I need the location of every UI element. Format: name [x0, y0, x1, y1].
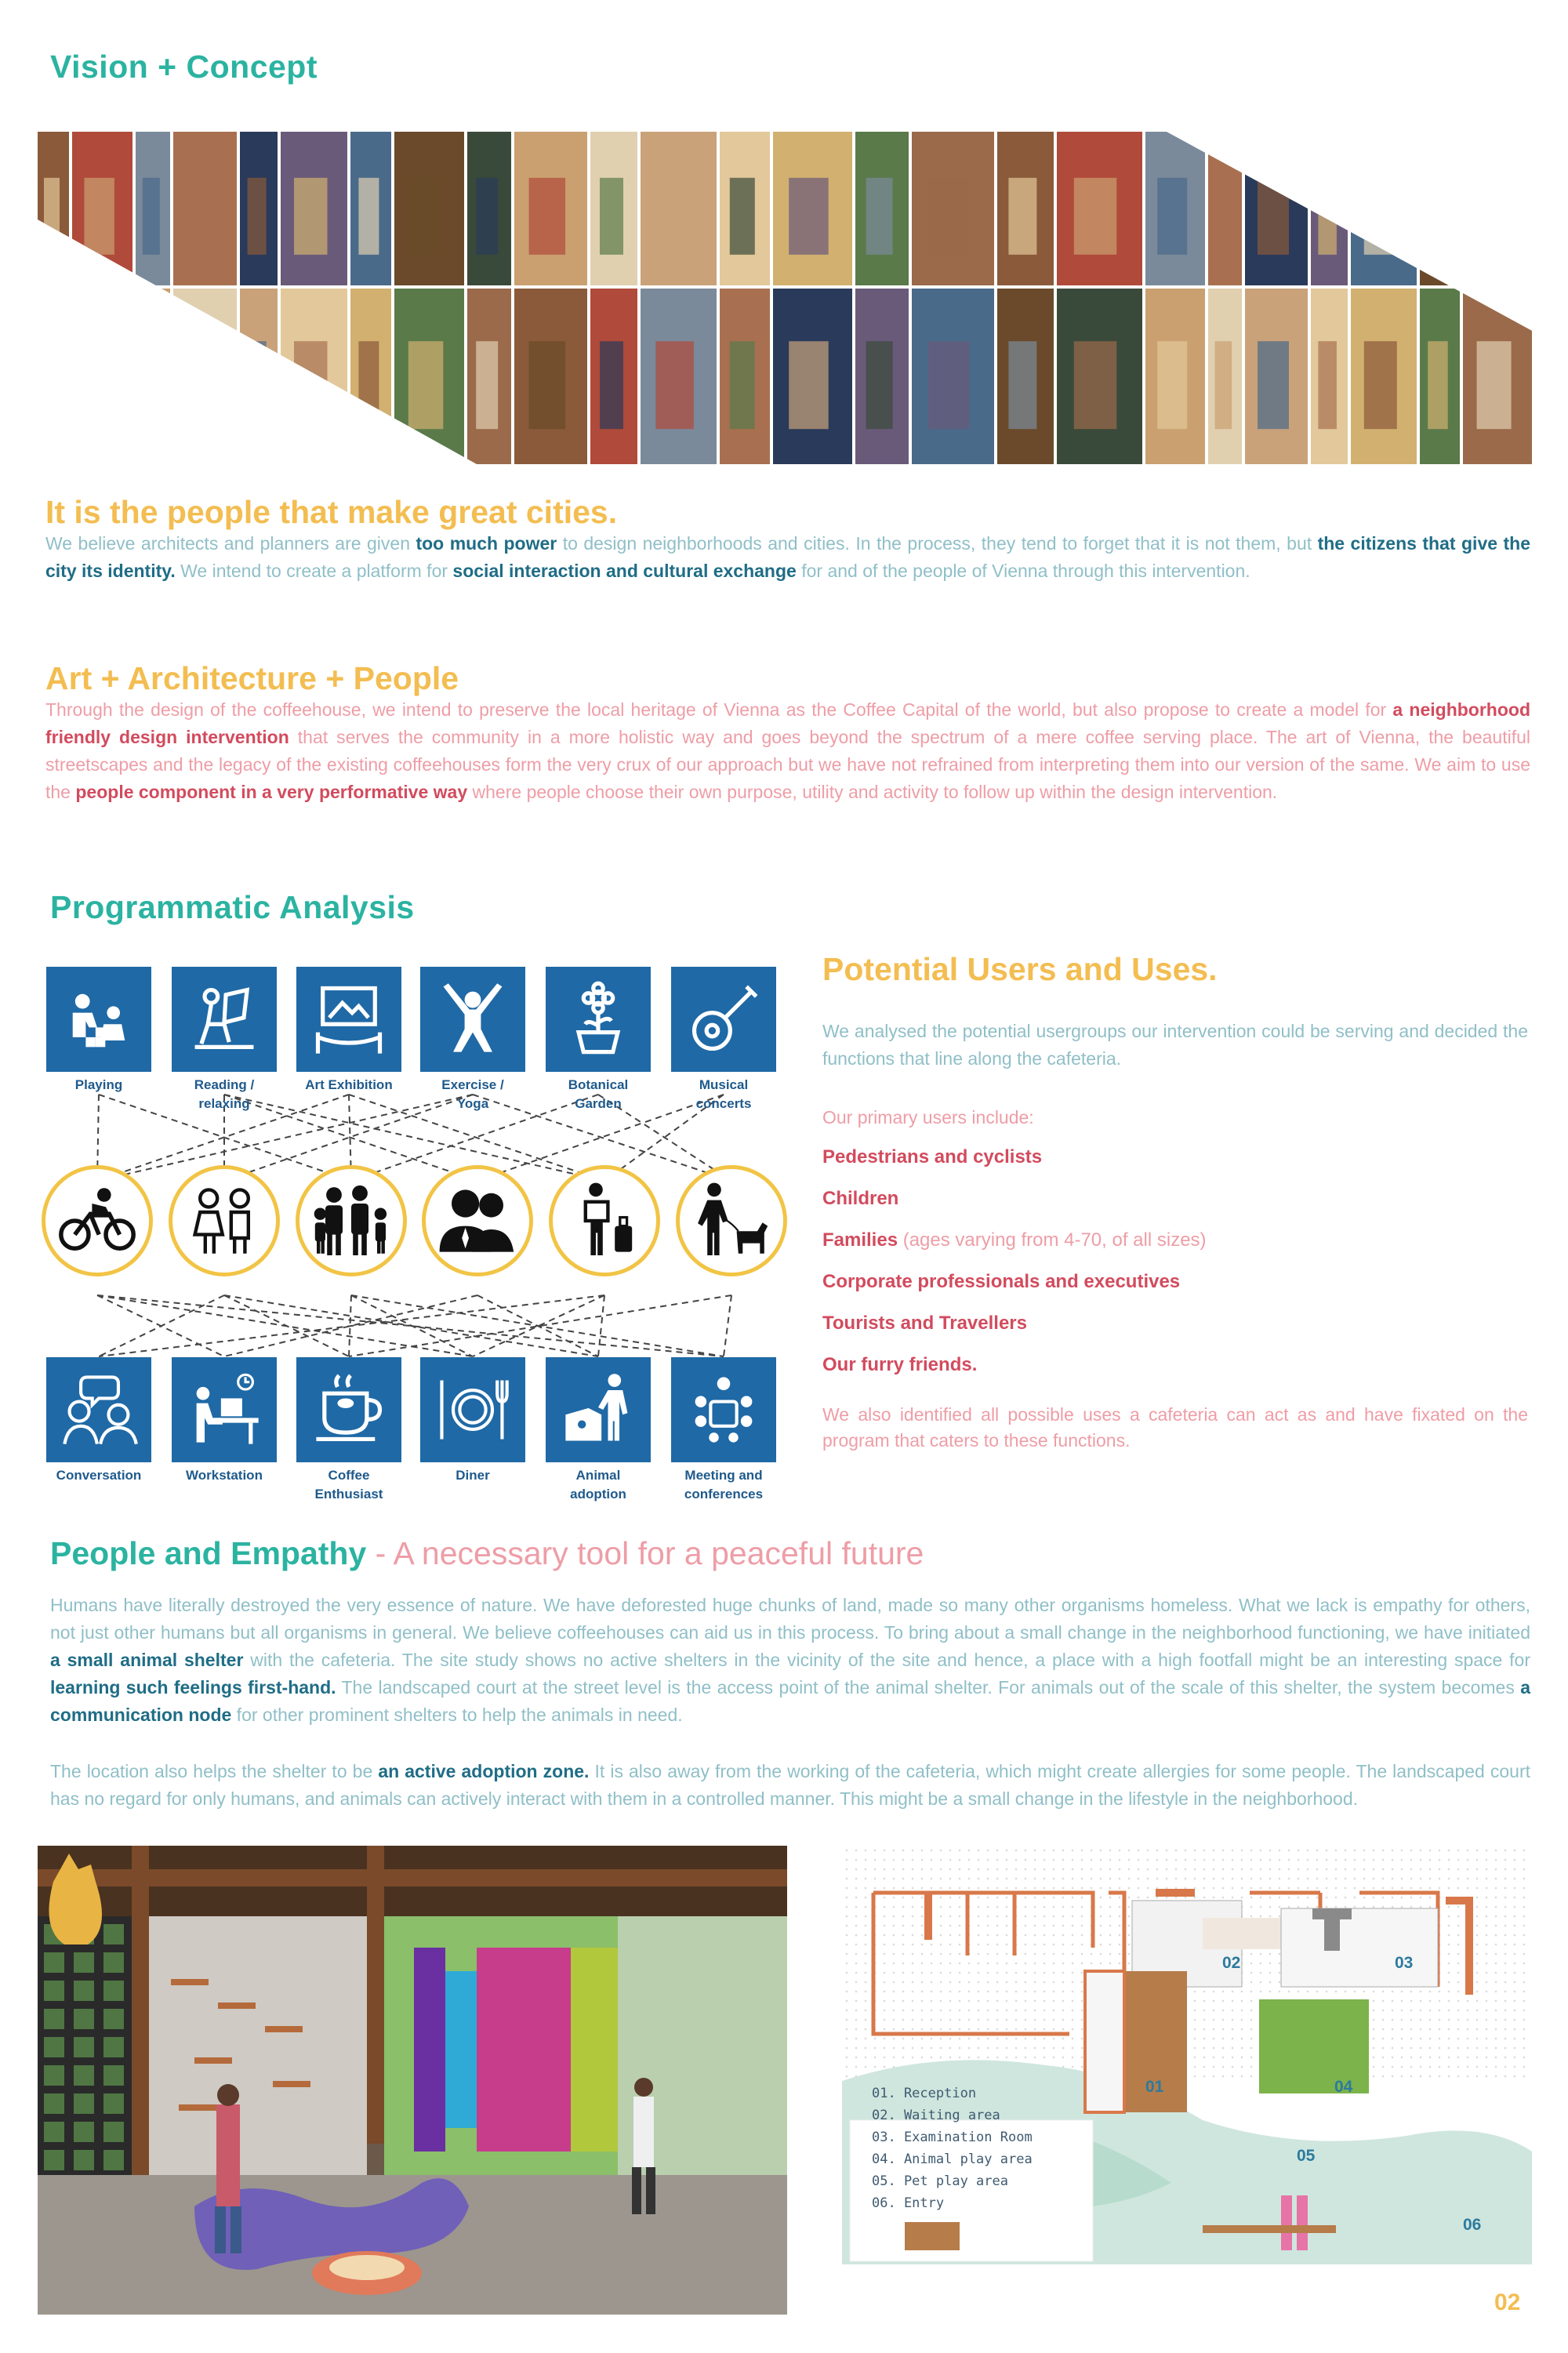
page-number: 02: [1494, 2289, 1521, 2315]
plan-legend: [872, 2082, 1033, 2214]
use-tile-art-exhibition: [296, 967, 401, 1072]
legend-item: 02. Waiting area: [872, 2108, 1000, 2123]
potential-intro: We analysed the potential usergroups our intervention could be serving and decided the functions that line along the cafeteria.: [822, 1021, 1528, 1069]
user-item: Children: [822, 1188, 899, 1209]
use-label-animal-adoption: Animal adoption: [570, 1468, 626, 1501]
use-tile-musical-concerts: [671, 967, 776, 1072]
legend-item: 04. Animal play area: [872, 2151, 1033, 2167]
people-cities-title: It is the people that make great cities.: [45, 494, 618, 530]
plate-icon: [432, 1369, 514, 1451]
empathy-paragraph-1: Humans have literally destroyed the very essence of nature. We have deforested huge chunks of land, made so many other organisms homeless. What we lack is empathy for others, not just other humans but all organisms in general. We believe coffeehouses can aid us in this process. To bring about a small change in the neighborhood functioning, we have initiated a small animal shelter with the cafeteria. The site study shows no active shelters in the vicinity of the site and hence, a place with a high footfall might be an interesting space for learning such feelings first-hand. The landscaped court at the street level is the access point of the animal shelter. For animals out of the scale of this shelter, the system becomes a communication node for other prominent shelters to help the animals in need.: [50, 1595, 1530, 1725]
tourist-icon: [561, 1178, 648, 1264]
animal-shelter-rendering: [38, 1846, 787, 2315]
use-label-meeting: Meeting and conferences: [684, 1468, 764, 1501]
plan-label-04: 04: [1334, 2078, 1353, 2096]
use-tile-diner: [420, 1357, 525, 1462]
dog-walker-icon: [688, 1178, 775, 1264]
use-tile-yoga: [420, 967, 525, 1072]
use-tile-reading: [172, 967, 277, 1072]
plan-label-06: 06: [1463, 2216, 1482, 2234]
use-label-workstation: Workstation: [186, 1468, 263, 1483]
user-circle-cyclists: [42, 1165, 153, 1276]
user-circle-tourists: [549, 1165, 660, 1276]
use-label-diner: Diner: [456, 1468, 490, 1483]
use-label-reading: Reading / relaxing: [194, 1077, 255, 1111]
yoga-icon: [432, 979, 514, 1060]
playing-icon: [58, 979, 140, 1060]
flower-pot-icon: [557, 979, 639, 1060]
meeting-icon: [683, 1369, 764, 1451]
coffee-cup-icon: [308, 1369, 390, 1451]
empathy-paragraph-2: The location also helps the shelter to be an active adoption zone. It is also away from the working of the cafeteria, which might create allergies for some people. The landscaped court has no regard for only humans, and animals can actively interact with them in a controlled manner. This might be a small change in the lifestyle in the neighborhood.: [50, 1761, 1531, 1809]
art-exhibition-icon: [308, 979, 390, 1060]
art-paragraph: Through the design of the coffeehouse, we intend to preserve the local heritage of Vienna as the Coffee Capital of the world, but also propose to create a model for a neighborhood friendly design intervention that serves the community in a more holistic way and goes beyond the spectrum of a mere coffee serving place. The art of Vienna, the beautiful streetscapes and the legacy of the existing coffeehouses form the very crux of our approach but we have not refrained from interpreting them into our version of the same. We aim to use the people component in a very performative way where people choose their own purpose, utility and activity to follow up within the design intervention.: [45, 699, 1530, 802]
legend-item: 03. Examination Room: [872, 2130, 1033, 2145]
potential-title: Potential Users and Uses.: [822, 951, 1218, 987]
use-tile-meeting: [671, 1357, 776, 1462]
use-label-botanical-garden: Botanical Garden: [568, 1077, 629, 1111]
use-tile-playing: [46, 967, 151, 1072]
use-label-coffee: Coffee Enthusiast: [314, 1468, 383, 1501]
legend-item: 05. Pet play area: [872, 2173, 1008, 2189]
art-title: Art + Architecture + People: [45, 660, 459, 696]
plan-label-02: 02: [1222, 1954, 1241, 1972]
family-icon: [308, 1178, 394, 1264]
empathy-title: People and Empathy: [50, 1535, 367, 1571]
user-circle-children: [169, 1165, 280, 1276]
use-tile-conversation: [46, 1357, 151, 1462]
children-icon: [181, 1178, 267, 1264]
empathy-subtitle: - A necessary tool for a peaceful future: [366, 1535, 924, 1571]
legend-item: 06. Entry: [872, 2195, 945, 2211]
reading-icon: [183, 979, 265, 1060]
use-tile-animal-adoption: [546, 1357, 651, 1462]
user-circle-professionals: [422, 1165, 533, 1276]
plan-label-03: 03: [1395, 1954, 1414, 1972]
conversation-icon: [58, 1369, 140, 1451]
use-label-yoga: Exercise / Yoga: [441, 1077, 504, 1111]
use-tile-botanical-garden: [546, 967, 651, 1072]
professionals-icon: [434, 1178, 521, 1264]
user-circle-pet-owners: [676, 1165, 787, 1276]
use-tile-workstation: [172, 1357, 277, 1462]
use-label-conversation: Conversation: [56, 1468, 142, 1483]
potential-outro: We also identified all possible uses a cafeteria can act as and have fixated on the program that caters to these functions.: [822, 1404, 1528, 1451]
vienna-photo-collage: [38, 132, 1535, 464]
plan-label-01: 01: [1145, 2078, 1164, 2096]
legend-item: 01. Reception: [872, 2086, 977, 2101]
plan-label-05: 05: [1297, 2147, 1316, 2165]
guitar-icon: [683, 979, 764, 1060]
user-item: Tourists and Travellers: [822, 1313, 1027, 1334]
primary-users-label: Our primary users include:: [822, 1107, 1034, 1127]
user-item: Our furry friends.: [822, 1354, 978, 1375]
vision-title: Vision + Concept: [50, 49, 318, 85]
use-label-art-exhibition: Art Exhibition: [305, 1077, 393, 1092]
animal-adoption-icon: [557, 1369, 639, 1451]
user-circle-families: [296, 1165, 407, 1276]
user-item: Families (ages varying from 4-70, of all sizes): [822, 1229, 1207, 1251]
workstation-icon: [183, 1369, 265, 1451]
user-item: Corporate professionals and executives: [822, 1271, 1181, 1292]
use-label-musical-concerts: Musical concerts: [695, 1077, 752, 1111]
use-label-playing: Playing: [74, 1077, 123, 1092]
user-item: Pedestrians and cyclists: [822, 1146, 1043, 1167]
empathy-heading: [50, 1535, 924, 1572]
use-tile-coffee: [296, 1357, 401, 1462]
programmatic-title: Programmatic Analysis: [50, 889, 415, 925]
people-cities-paragraph: We believe architects and planners are given too much power to design neighborhoods and cities. In the process, they tend to forget that it is not them, but the citizens that give the city its identity. We intend to create a platform for social interaction and cultural exchange for and of the people of Vienna through this intervention.: [45, 533, 1530, 581]
cyclist-icon: [54, 1178, 140, 1264]
